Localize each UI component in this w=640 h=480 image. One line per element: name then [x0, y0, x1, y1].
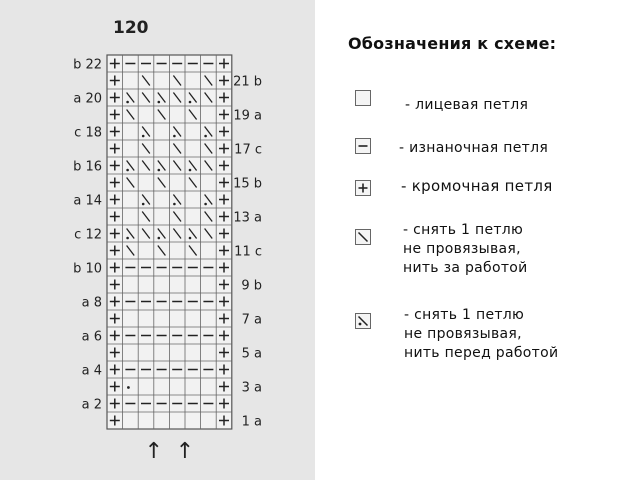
- slip-stitch-front-dot: [126, 101, 129, 104]
- slip-stitch-front-dot: [142, 135, 145, 138]
- slip-stitch-front-dot: [158, 237, 161, 240]
- legend-line: - снять 1 петлю: [404, 307, 525, 323]
- legend-line: нить за работой: [403, 260, 528, 276]
- row-label-left: a 20: [73, 91, 102, 107]
- row-label-right: 5 a: [241, 346, 262, 362]
- slip-stitch-front-dot: [158, 169, 161, 172]
- legend-panel: [315, 0, 640, 480]
- edge-stitch-icon: [355, 180, 371, 196]
- slip-stitch-yarn-back-icon: [355, 229, 371, 245]
- purl-stitch-icon: [355, 138, 371, 154]
- arrow-up-icon: ↑: [175, 439, 195, 464]
- slip-stitch-front-dot: [158, 101, 161, 104]
- row-label-left: a 8: [81, 295, 102, 311]
- row-label-left: a 6: [81, 329, 102, 345]
- row-label-left: a 4: [81, 363, 102, 379]
- legend-title: Обозначения к схеме:: [348, 34, 557, 53]
- legend-line: - снять 1 петлю: [403, 222, 524, 238]
- row-label-left: c 18: [74, 125, 102, 141]
- slip-stitch-front-dot: [173, 135, 176, 138]
- slip-stitch-front-dot: [204, 135, 207, 138]
- legend-line: не провязывая,: [404, 326, 522, 342]
- row-label-right: 21 b: [233, 74, 262, 90]
- row-label-right: 1 a: [241, 414, 262, 430]
- legend-line: нить перед работой: [404, 345, 559, 361]
- row-label-right: 11 c: [234, 244, 262, 260]
- row-label-left: c 12: [74, 227, 102, 243]
- arrow-up-icon: ↑: [144, 439, 164, 464]
- knit-stitch-icon: [355, 90, 371, 106]
- knitting-chart: [0, 0, 315, 480]
- slip-stitch-front-dot: [204, 203, 207, 206]
- row-label-left: a 2: [81, 397, 102, 413]
- slip-stitch-yarn-front-icon: [355, 313, 371, 329]
- row-label-right: 17 c: [234, 142, 262, 158]
- chart-title: 120: [113, 18, 149, 38]
- legend-line: не провязывая,: [403, 241, 521, 257]
- row-label-right: 3 a: [241, 380, 262, 396]
- slip-stitch-front-dot: [126, 237, 129, 240]
- slip-stitch-front-dot: [142, 203, 145, 206]
- row-label-left: b 22: [73, 57, 102, 73]
- slip-stitch-front-dot: [189, 101, 192, 104]
- legend-line: - лицевая петля: [405, 97, 529, 113]
- row-label-left: a 14: [73, 193, 102, 209]
- stray-dot-mark: [127, 386, 130, 389]
- row-label-right: 9 b: [241, 278, 262, 294]
- slip-stitch-front-dot: [189, 169, 192, 172]
- row-label-right: 7 a: [241, 312, 262, 328]
- row-label-right: 13 a: [233, 210, 262, 226]
- slip-stitch-front-dot: [189, 237, 192, 240]
- slip-stitch-front-dot: [126, 169, 129, 172]
- row-label-right: 15 b: [233, 176, 262, 192]
- legend-line: - изнаночная петля: [399, 140, 549, 156]
- row-label-left: b 10: [73, 261, 102, 277]
- slip-stitch-front-dot: [173, 203, 176, 206]
- legend-line: - кромочная петля: [401, 177, 553, 195]
- row-label-right: 19 a: [233, 108, 262, 124]
- row-label-left: b 16: [73, 159, 102, 175]
